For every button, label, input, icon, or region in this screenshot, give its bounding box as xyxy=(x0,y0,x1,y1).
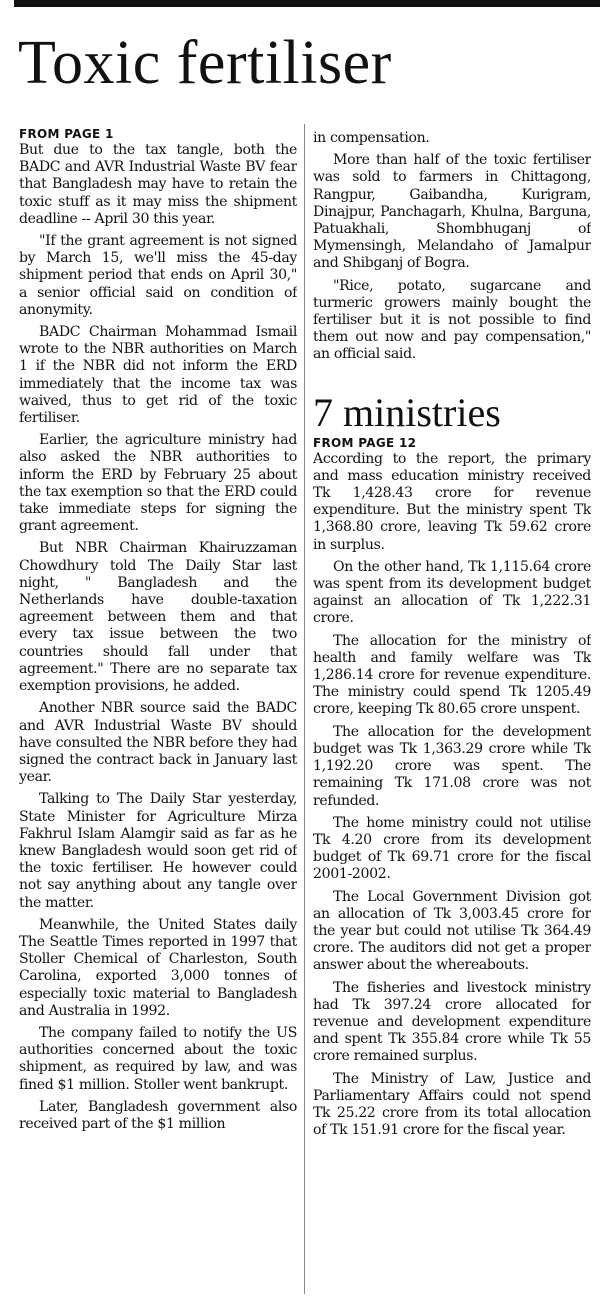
paragraph: Later, Bangladesh government also received part of the $1 million xyxy=(19,1098,297,1132)
paragraph: "If the grant agreement is not signed by March 15, we'll miss the 45-day shipment period that ends on April 30," a senior official said on condition of anonymity. xyxy=(19,233,297,318)
paragraph: Talking to The Daily Star yesterday, State Minister for Agriculture Mirza Fakhrul Islam Alamgir said as far as he knew Bangladesh would soon get rid of the toxic fertiliser. He however could not say anything about any tangle over the matter. xyxy=(19,791,297,911)
paragraph: According to the report, the primary and mass education ministry received Tk 1,428.43 crore for revenue expenditure. But the ministry spent Tk 1,368.80 crore, leaving Tk 59.62 crore in surplus. xyxy=(313,450,591,553)
paragraph: BADC Chairman Mohammad Ismail wrote to the NBR authorities on March 1 if the NBR did not inform the ERD immediately that the income tax was waived, thus to get rid of the toxic fertiliser. xyxy=(19,324,297,427)
top-rule xyxy=(14,0,600,7)
paragraph: The home ministry could not utilise Tk 4.20 crore from its development budget of Tk 69.71 crore for the fiscal 2001-2002. xyxy=(313,814,591,883)
paragraph: More than half of the toxic fertiliser was sold to farmers in Chittagong, Rangpur, Gaibandha, Kurigram, Dinajpur, Panchagarh, Khulna, Barguna, Patuakhali, Shombhuganj of Mymensingh, Melandaho of Jamalpur and Shibganj of Bogra. xyxy=(313,152,591,272)
paragraph: On the other hand, Tk 1,115.64 crore was spent from its development budget against an allocation of Tk 1,222.31 crore. xyxy=(313,558,591,627)
paragraph: But NBR Chairman Khairuzzaman Chowdhury told The Daily Star last night, " Bangladesh and the Netherlands have double-taxation agreement between them and that every tax issue between the two countries should fall under that agreement." There are no separate tax exemption provisions, he added. xyxy=(19,540,297,695)
paragraph: The fisheries and livestock ministry had Tk 397.24 crore allocated for revenue and development expenditure and spent Tk 355.84 crore while Tk 55 crore remained surplus. xyxy=(313,979,591,1065)
paragraph: Earlier, the agriculture ministry had also asked the NBR authorities to inform the ERD by February 25 about the tax exemption so that the ERD could take immediate steps for signing the grant agreement. xyxy=(19,432,297,535)
paragraph: The allocation for the development budget was Tk 1,363.29 crore while Tk 1,192.20 crore was spent. The remaining Tk 171.08 crore was not refunded. xyxy=(313,723,591,809)
column-divider xyxy=(304,124,305,1294)
paragraph: The Ministry of Law, Justice and Parliamentary Affairs could not spend Tk 25.22 crore from its total allocation of Tk 151.91 crore for the fiscal year. xyxy=(313,1070,591,1139)
paragraph: The Local Government Division got an allocation of Tk 3,003.45 crore for the year but could not utilise Tk 364.49 crore. The auditors did not get a proper answer about the whereabouts. xyxy=(313,888,591,974)
paragraph: The allocation for the ministry of health and family welfare was Tk 1,286.14 crore for revenue expenditure. The ministry could spend Tk 1205.49 crore, keeping Tk 80.65 crore unspent. xyxy=(313,632,591,718)
left-column xyxy=(19,127,297,1292)
continued-text: in compensation. xyxy=(313,130,430,146)
from-page-label: FROM PAGE 1 xyxy=(19,127,114,141)
paragraph: The company failed to notify the US authorities concerned about the toxic shipment, as required by law, and was fined $1 million. Stoller went bankrupt. xyxy=(19,1024,297,1093)
second-article-headline: 7 ministries xyxy=(313,389,501,435)
paragraph: Another NBR source said the BADC and AVR Industrial Waste BV should have consulted the NBR before they had signed the contract back in January last year. xyxy=(19,700,297,786)
paragraph: Meanwhile, the United States daily The Seattle Times reported in 1997 that Stoller Chemical of Charleston, South Carolina, exported 3,000 tonnes of especially toxic material to Bangladesh and Australia in 1992. xyxy=(19,916,297,1019)
right-column xyxy=(313,130,591,1290)
from-page-label: FROM PAGE 12 xyxy=(313,435,417,450)
headline: Toxic fertiliser xyxy=(18,29,392,97)
paragraph: But due to the tax tangle, both the BADC and AVR Industrial Waste BV fear that Bangladesh may have to retain the toxic stuff as it may miss the shipment deadline -- April 30 this year. xyxy=(19,142,297,227)
paragraph: "Rice, potato, sugarcane and turmeric growers mainly bought the fertiliser but it is not possible to find them out now and pay compensation," an official said. xyxy=(313,277,591,363)
